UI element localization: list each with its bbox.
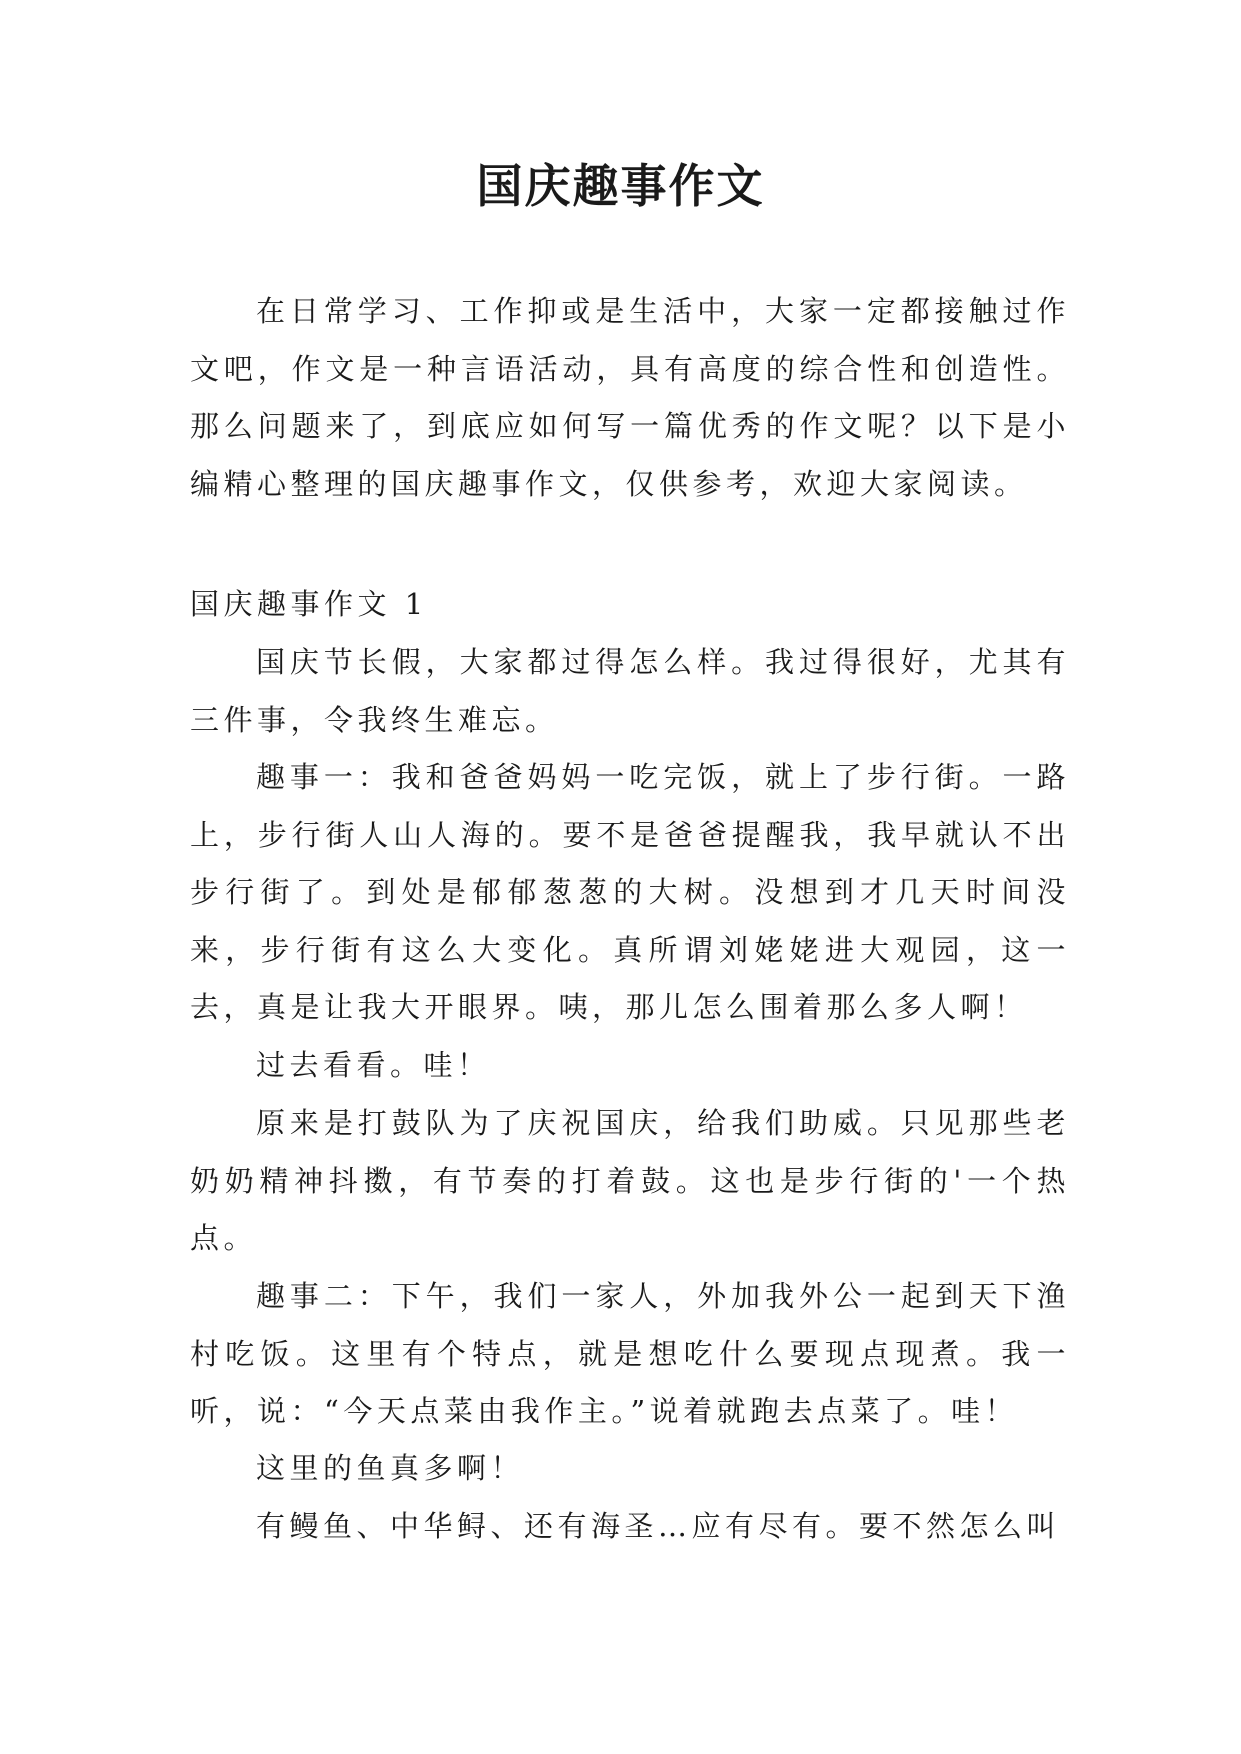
body-paragraph: 趣事一：我和爸爸妈妈一吃完饭，就上了步行街。一路上，步行街人山人海的。要不是爸爸提醒我，我早就认不出步行街了。到处是郁郁葱葱的大树。没想到才几天时间没来，步行街有这么大变化。真所谓刘姥姥进大观园，这一去，真是让我大开眼界。咦，那儿怎么围着那么多人啊！ bbox=[190, 760, 1070, 1025]
section-heading: 国庆趣事作文 1 bbox=[190, 587, 428, 621]
intro-paragraph: 在日常学习、工作抑或是生活中，大家一定都接触过作文吧，作文是一种言语活动，具有高度的综合性和创造性。那么问题来了，到底应如何写一篇优秀的作文呢？以下是小编精心整理的国庆趣事作文，仅供参考，欢迎大家阅读。 bbox=[190, 294, 1070, 501]
body-paragraph: 有鳗鱼、中华鲟、还有海圣…应有尽有。要不然怎么叫 bbox=[256, 1509, 1061, 1543]
body-paragraph: 这里的鱼真多啊！ bbox=[256, 1451, 525, 1485]
body-paragraph: 原来是打鼓队为了庆祝国庆，给我们助威。只见那些老奶奶精神抖擞，有节奏的打着鼓。这也是步行街的'一个热点。 bbox=[190, 1106, 1070, 1256]
document-title: 国庆趣事作文 bbox=[476, 159, 765, 213]
body-paragraph: 国庆节长假，大家都过得怎么样。我过得很好，尤其有三件事，令我终生难忘。 bbox=[190, 645, 1070, 737]
body-paragraph: 趣事二：下午，我们一家人，外加我外公一起到天下渔村吃饭。这里有个特点，就是想吃什么要现点现煮。我一听，说：“今天点菜由我作主。”说着就跑去点菜了。哇！ bbox=[190, 1279, 1070, 1429]
body-paragraph: 过去看看。哇！ bbox=[256, 1048, 491, 1082]
